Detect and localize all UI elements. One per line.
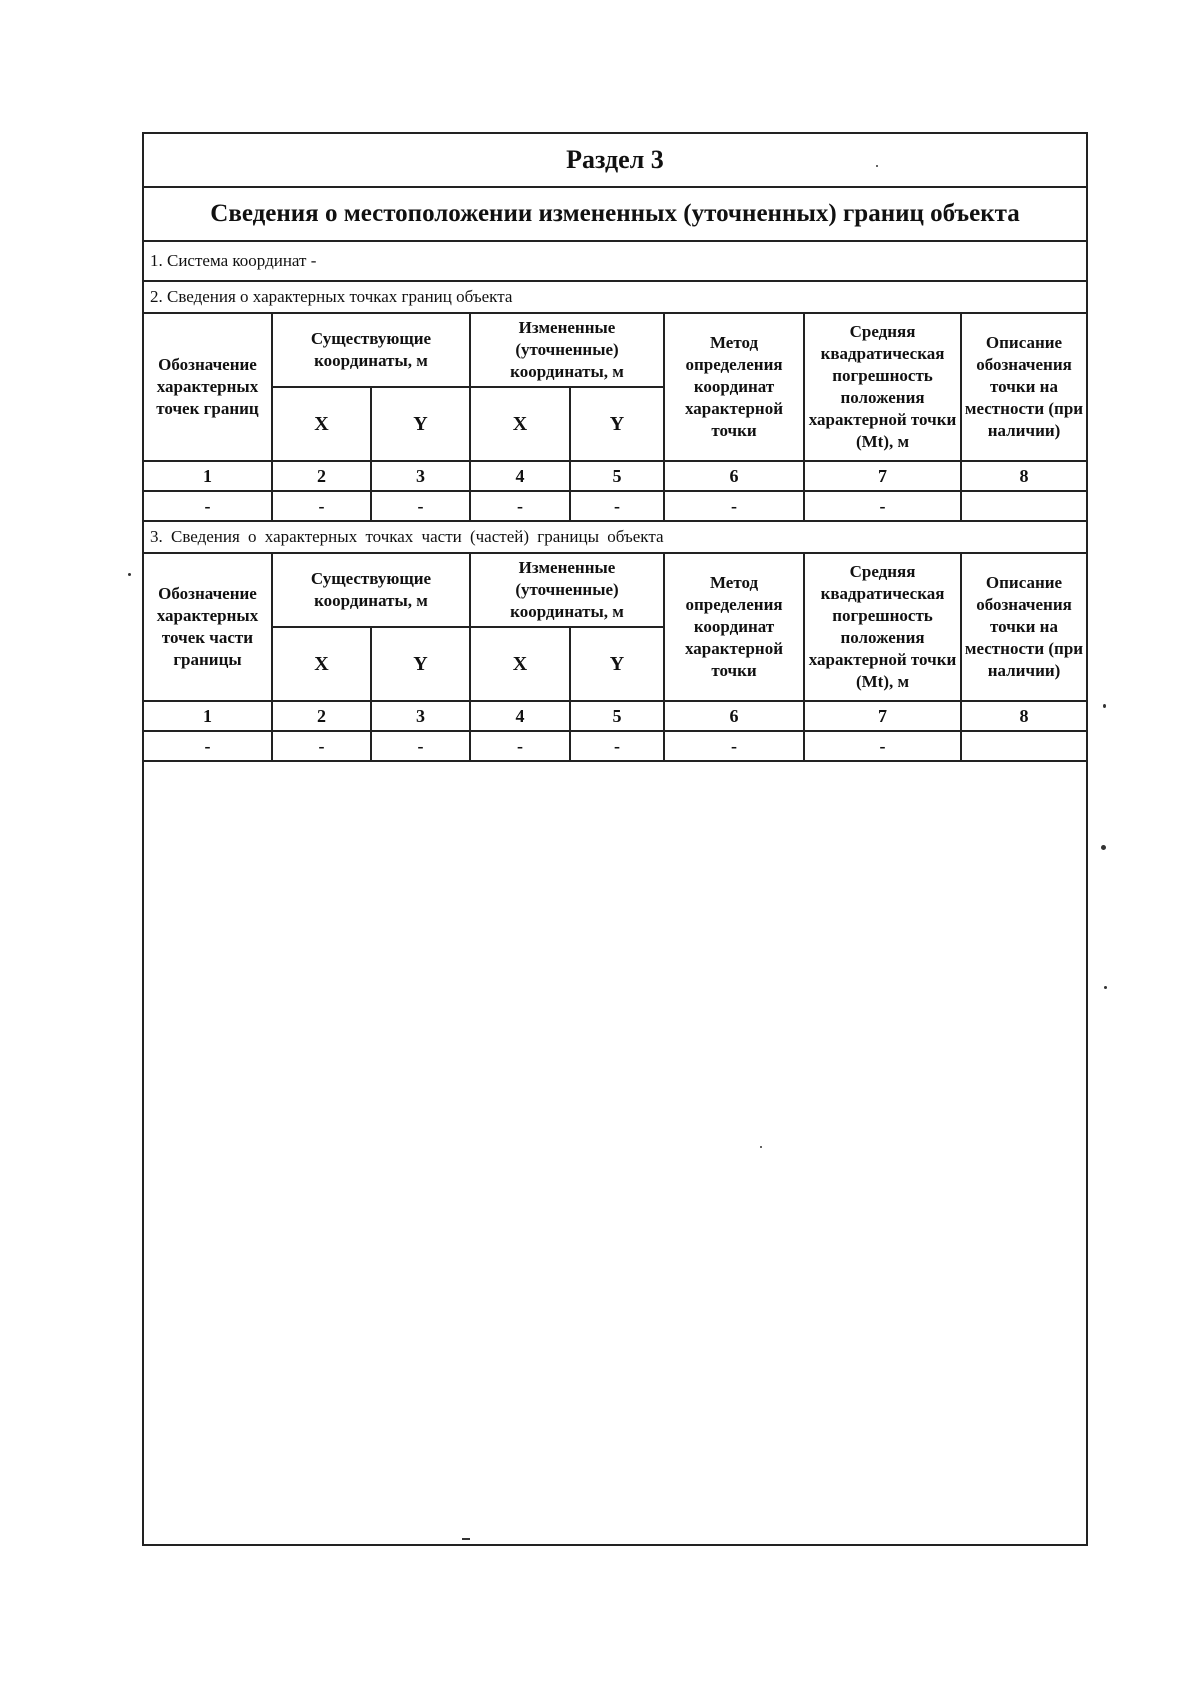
part3-col-y-changed: Y xyxy=(570,627,664,701)
section-label: Раздел 3 xyxy=(144,134,1086,188)
scan-speck xyxy=(876,165,878,167)
table-cell: - xyxy=(470,491,570,521)
column-number: 4 xyxy=(470,701,570,731)
part2-col-y-existing: Y xyxy=(371,387,470,461)
table-cell: - xyxy=(804,731,961,761)
part2-col-x-changed: X xyxy=(470,387,570,461)
column-number: 6 xyxy=(664,701,804,731)
part3-data-row xyxy=(144,731,1086,761)
column-number: 3 xyxy=(371,701,470,731)
coord-system-line: 1. Система координат - xyxy=(144,242,1086,282)
table-cell: - xyxy=(371,491,470,521)
part3-col-changed: Измененные (уточненные) координаты, м xyxy=(470,554,664,627)
column-number: 8 xyxy=(961,461,1086,491)
table-cell: - xyxy=(144,731,272,761)
part3-number-row xyxy=(144,701,1086,731)
part2-col-y-changed: Y xyxy=(570,387,664,461)
table-cell: - xyxy=(144,491,272,521)
column-number: 4 xyxy=(470,461,570,491)
part3-col-existing: Существующие координаты, м xyxy=(272,554,470,627)
part3-col-x-existing: X xyxy=(272,627,371,701)
table-cell: - xyxy=(272,731,371,761)
column-number: 3 xyxy=(371,461,470,491)
table-cell: - xyxy=(570,731,664,761)
part3-col-method: Метод определения координат характерной точки xyxy=(664,554,804,701)
column-number: 5 xyxy=(570,701,664,731)
part3-col-error: Средняя квадратическая погрешность положения характерной точки (Mt), м xyxy=(804,554,961,701)
column-number: 8 xyxy=(961,701,1086,731)
column-number: 2 xyxy=(272,461,371,491)
table-cell xyxy=(961,491,1086,521)
scan-speck xyxy=(1103,704,1106,708)
part2-table xyxy=(144,314,1086,522)
column-number: 1 xyxy=(144,701,272,731)
table-cell: - xyxy=(664,731,804,761)
scan-speck xyxy=(1101,845,1106,850)
scan-mark xyxy=(462,1538,470,1540)
part2-col-method: Метод определения координат характерной точки xyxy=(664,314,804,461)
part3-col-designation: Обозначение характерных точек части границы xyxy=(144,554,272,701)
part2-col-error: Средняя квадратическая погрешность положения характерной точки (Mt), м xyxy=(804,314,961,461)
column-number: 7 xyxy=(804,701,961,731)
section-title: Сведения о местоположении измененных (уточненных) границ объекта xyxy=(144,188,1086,242)
part3-col-x-changed: X xyxy=(470,627,570,701)
scan-speck xyxy=(128,573,131,576)
table-cell: - xyxy=(664,491,804,521)
scan-speck xyxy=(1104,986,1107,989)
part2-col-existing: Существующие координаты, м xyxy=(272,314,470,387)
table-cell xyxy=(961,731,1086,761)
table-cell: - xyxy=(371,731,470,761)
column-number: 6 xyxy=(664,461,804,491)
part3-col-description: Описание обозначения точки на местности (при наличии) xyxy=(961,554,1086,701)
table-cell: - xyxy=(272,491,371,521)
document-frame xyxy=(142,132,1088,1546)
table-cell: - xyxy=(570,491,664,521)
scan-speck xyxy=(760,1146,762,1148)
column-number: 1 xyxy=(144,461,272,491)
part2-col-designation: Обозначение характерных точек границ xyxy=(144,314,272,461)
column-number: 7 xyxy=(804,461,961,491)
table-cell: - xyxy=(804,491,961,521)
part2-col-description: Описание обозначения точки на местности (при наличии) xyxy=(961,314,1086,461)
part3-table xyxy=(144,554,1086,762)
part3-col-y-existing: Y xyxy=(371,627,470,701)
table-cell: - xyxy=(470,731,570,761)
part2-heading: 2. Сведения о характерных точках границ объекта xyxy=(144,282,1086,314)
part2-number-row xyxy=(144,461,1086,491)
column-number: 5 xyxy=(570,461,664,491)
part2-col-x-existing: X xyxy=(272,387,371,461)
column-number: 2 xyxy=(272,701,371,731)
part3-heading: 3. Сведения о характерных точках части (частей) границы объекта xyxy=(144,522,1086,554)
part2-data-row xyxy=(144,491,1086,521)
part2-col-changed: Измененные (уточненные) координаты, м xyxy=(470,314,664,387)
